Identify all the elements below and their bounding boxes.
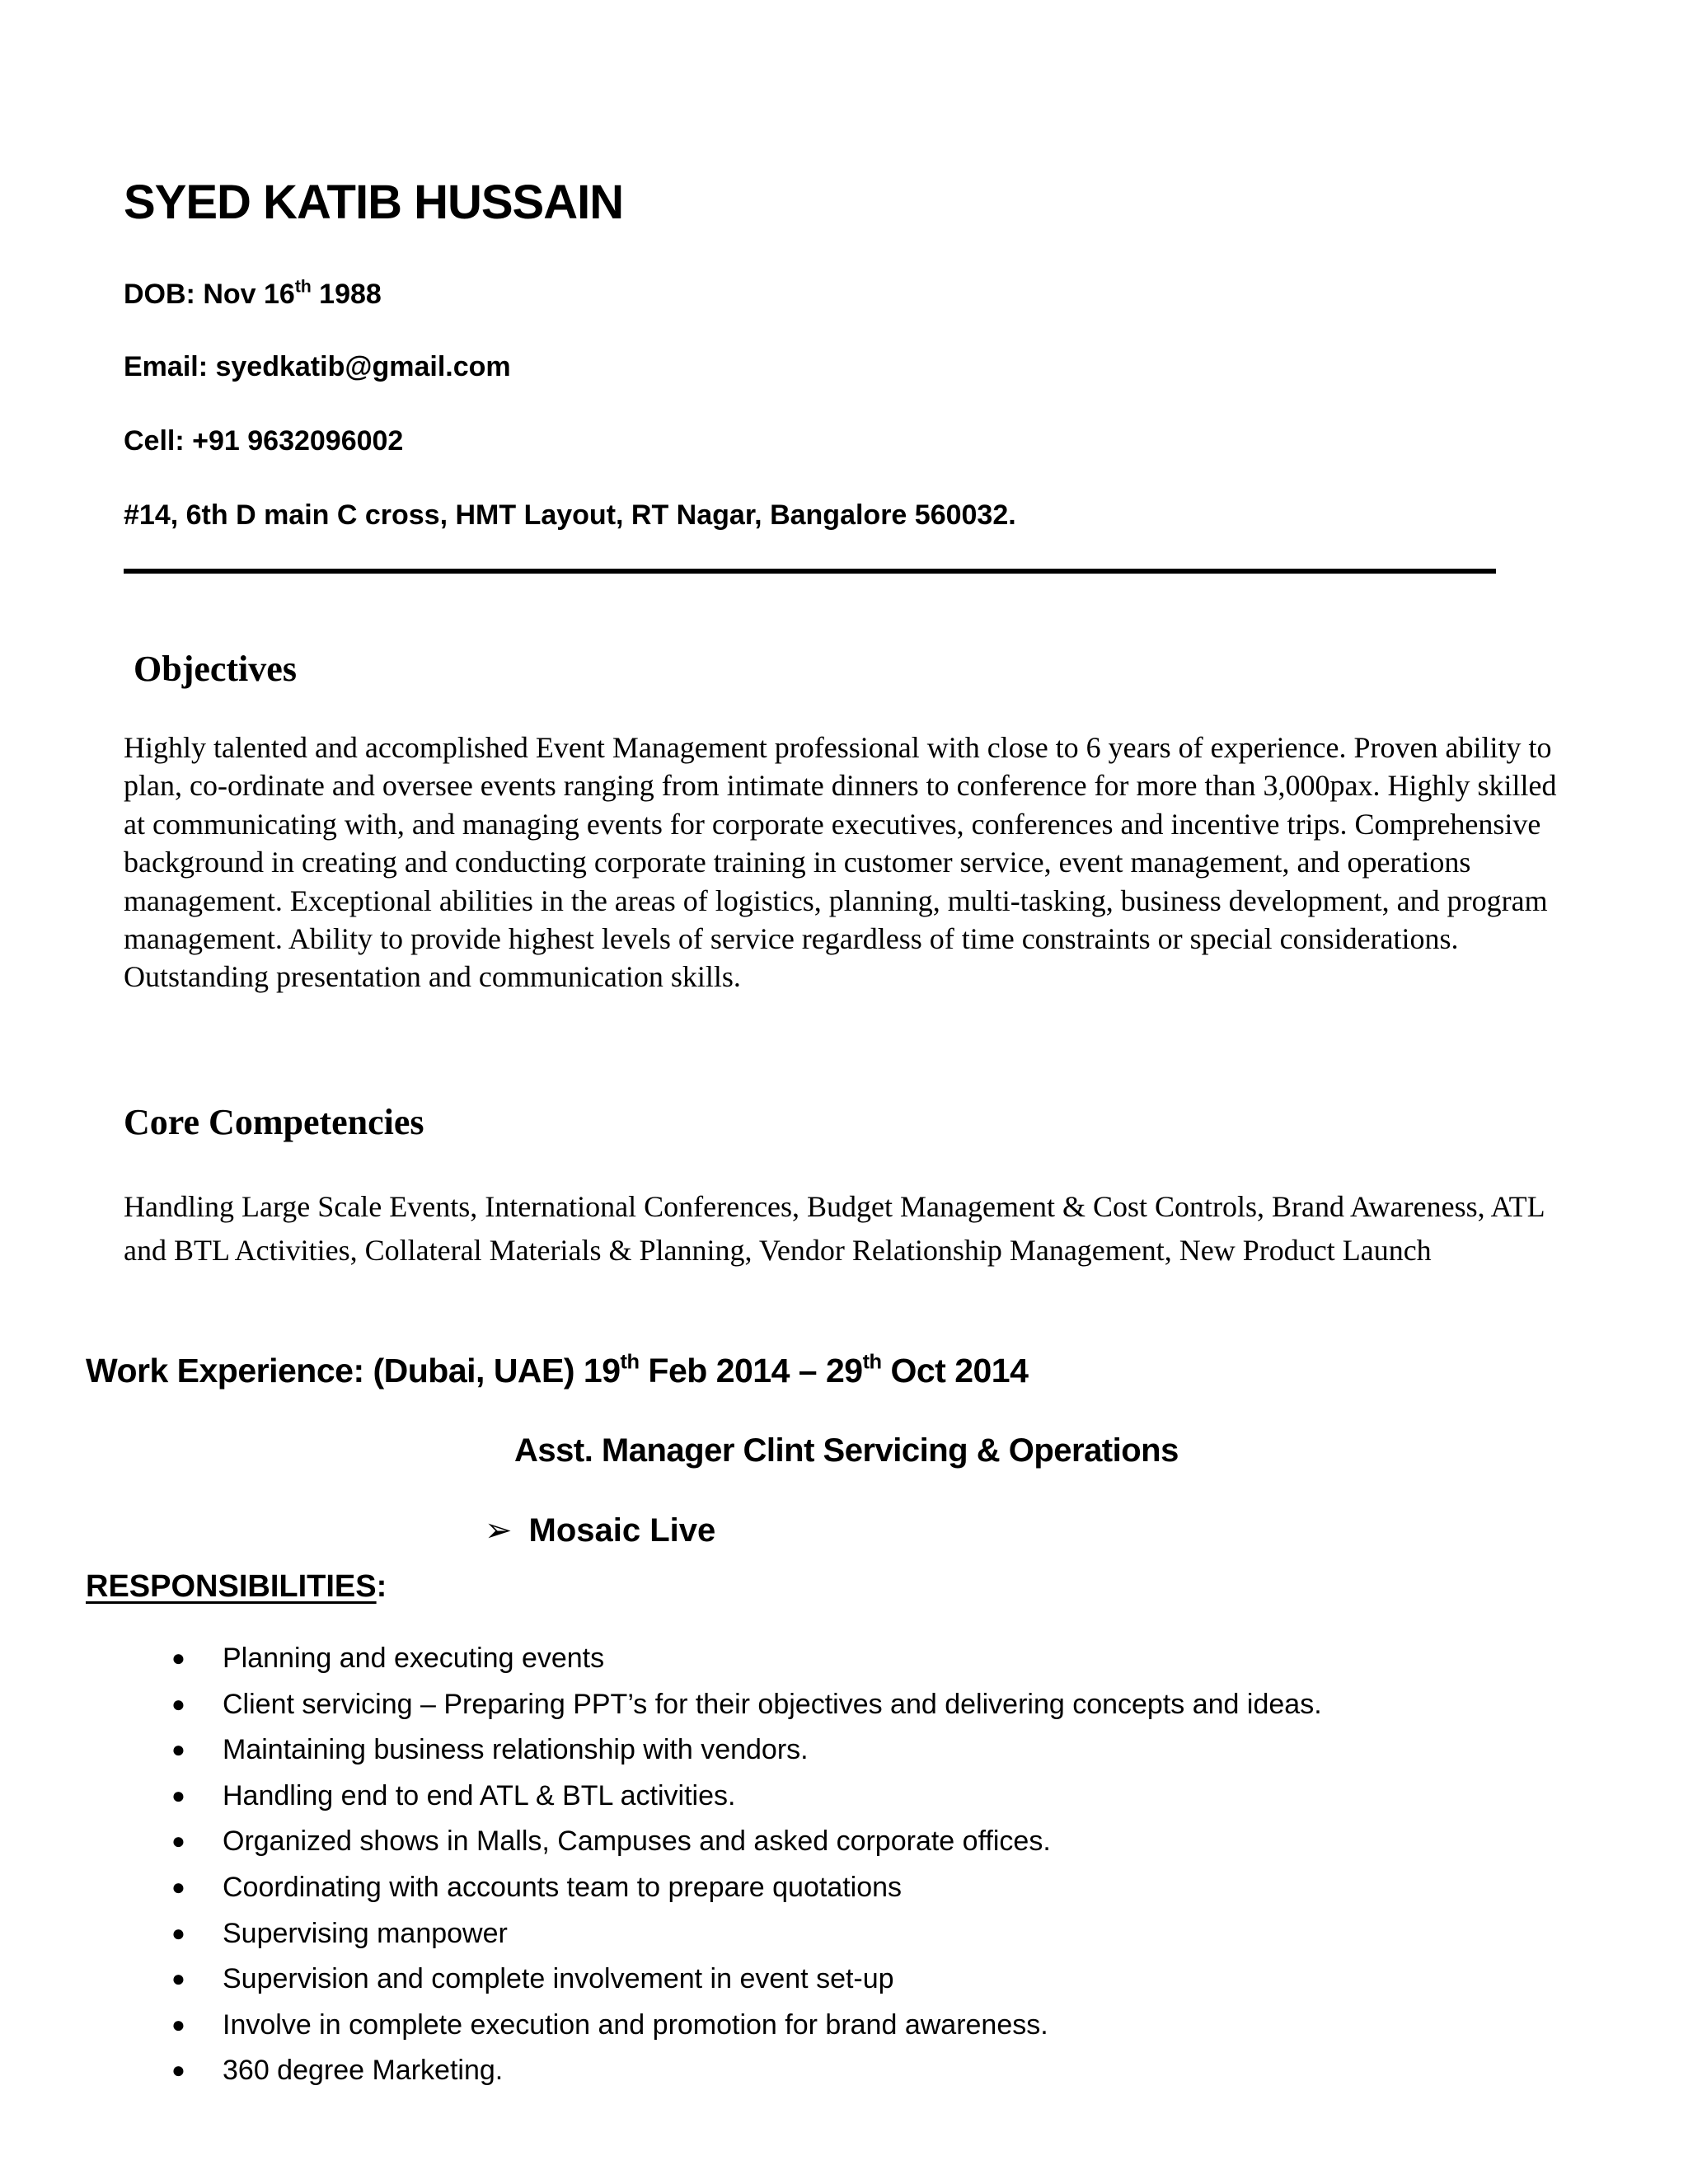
dob-suffix: 1988 — [311, 279, 382, 310]
core-competencies-paragraph: Handling Large Scale Events, International Conferences, Budget Management & Cost Controls, Brand Awareness, ATL and BTL Activities, Collateral Materials & Planning, Vendor Relationship Management, New Product Launch — [124, 1190, 1545, 1267]
list-item-text: Coordinating with accounts team to prepare quotations — [223, 1871, 903, 1903]
list-item — [171, 1732, 1322, 1778]
bullet-icon: ● — [171, 2011, 185, 2037]
work-heading-suffix: Oct 2014 — [881, 1352, 1029, 1390]
objectives-heading: Objectives — [134, 649, 297, 689]
bullet-icon: ● — [171, 1645, 185, 1671]
bullet-icon: ● — [171, 1966, 185, 1992]
date-of-birth — [124, 279, 382, 311]
list-item — [171, 2052, 1322, 2098]
work-heading-prefix: Work Experience: (Dubai, UAE) 19 — [86, 1352, 621, 1390]
bullet-icon: ● — [171, 1919, 185, 1946]
list-item-text: Maintaining business relationship with vendors. — [223, 1734, 809, 1766]
candidate-name: SYED KATIB HUSSAIN — [124, 176, 624, 229]
list-item-text: Organized shows in Malls, Campuses and asked corporate offices. — [223, 1825, 1051, 1858]
arrow-bullet-icon: ➢ — [485, 1512, 513, 1549]
bullet-icon: ● — [171, 1873, 185, 1900]
cell-line: Cell: +91 9632096002 — [124, 425, 404, 457]
list-item — [171, 1823, 1322, 1869]
list-item-text: Client servicing – Preparing PPT’s for their objectives and delivering concepts and ideas. — [223, 1688, 1322, 1720]
core-competencies-heading: Core Competencies — [124, 1102, 424, 1142]
list-item — [171, 1686, 1322, 1732]
list-item — [171, 1915, 1322, 1961]
list-item — [171, 1869, 1322, 1915]
list-item — [171, 2007, 1322, 2053]
list-item-text: Supervision and complete involvement in event set-up — [223, 1963, 894, 1995]
work-heading-sup-2: th — [862, 1350, 882, 1374]
bullet-icon: ● — [171, 1736, 185, 1763]
position-title: Asst. Manager Clint Servicing & Operations — [514, 1432, 1179, 1469]
header-divider — [124, 569, 1496, 574]
responsibilities-heading-colon: : — [376, 1569, 387, 1604]
list-item — [171, 1778, 1322, 1824]
bullet-icon: ● — [171, 2057, 185, 2083]
email-line: Email: syedkatib@gmail.com — [124, 351, 511, 382]
company-name: Mosaic Live — [528, 1512, 716, 1549]
list-item-text: Handling end to end ATL & BTL activities. — [223, 1779, 736, 1811]
objectives-paragraph: Highly talented and accomplished Event Management professional with close to 6 years of experience. Proven ability to plan, co-ordinate and oversee events ranging from intimate dinners to conference for more than 3,000pax. Highly skilled at communicating with, and managing events for corporate executives, conferences and incentive trips. Comprehensive background in creating and conducting corporate training in customer service, event management, and operations management. Exceptional abilities in the areas of logistics, planning, multi-tasking, business development, and program management. Ability to provide highest levels of service regardless of time constraints or special considerations. Outstanding presentation and communication skills. — [124, 731, 1557, 994]
responsibilities-list — [171, 1640, 1322, 2098]
work-heading-sup-1: th — [620, 1350, 640, 1374]
company-row — [485, 1511, 715, 1549]
responsibilities-heading — [86, 1569, 387, 1605]
dob-prefix: DOB: Nov 16 — [124, 279, 295, 310]
list-item-text: 360 degree Marketing. — [223, 2055, 504, 2087]
list-item-text: Involve in complete execution and promotion for brand awareness. — [223, 2008, 1048, 2041]
list-item — [171, 1640, 1322, 1686]
responsibilities-heading-text: RESPONSIBILITIES — [86, 1569, 377, 1604]
bullet-icon: ● — [171, 1782, 185, 1808]
list-item-text: Planning and executing events — [223, 1643, 605, 1674]
list-item — [171, 1961, 1322, 2007]
dob-superscript: th — [294, 277, 312, 297]
bullet-icon: ● — [171, 1690, 185, 1717]
address-line: #14, 6th D main C cross, HMT Layout, RT Nagar, Bangalore 560032. — [124, 499, 1016, 531]
work-experience-heading — [86, 1352, 1028, 1390]
list-item-text: Supervising manpower — [223, 1917, 508, 1949]
bullet-icon: ● — [171, 1828, 185, 1854]
work-heading-middle: Feb 2014 – 29 — [639, 1352, 863, 1390]
